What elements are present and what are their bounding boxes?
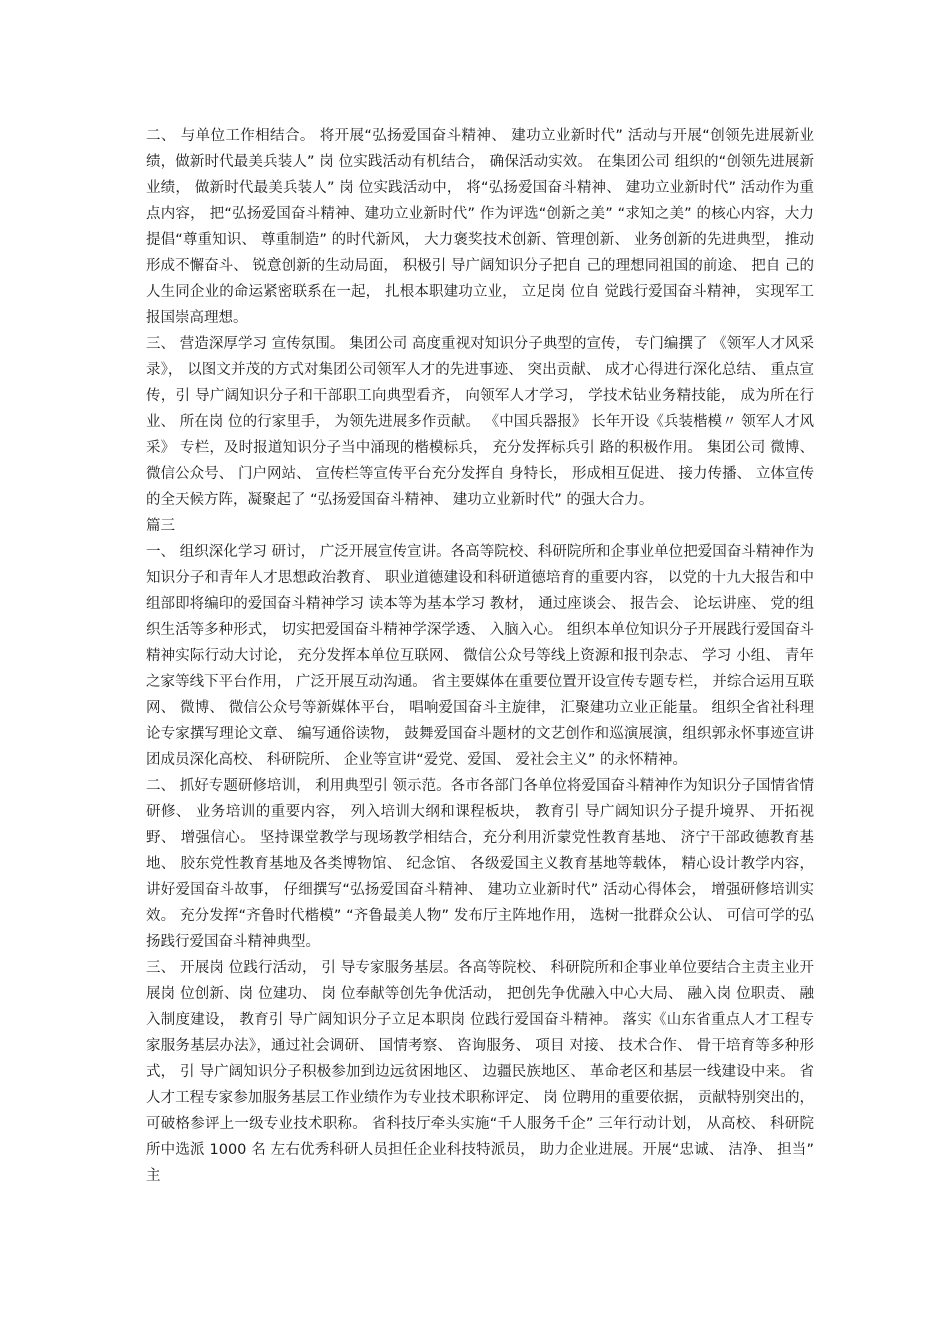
paragraph-special-training: 二、 抓好专题研修培训， 利用典型引 领示范。各市各部门各单位将爱国奋斗精神作为知识分子国情省情研修、 业务培训的重要内容， 列入培训大纲和课程板块， 教育引 导广阔知识分子提升境界、 开拓视野、 增强信心。 坚持课堂教学与现场教学相结合，充分利用沂蒙党性教育基地、 济宁干部政德教育基地、 胶东党性教育基地及各类博物馆、 纪念馆、 各级爱国主义教育基地等载体， 精心设计教学内容， 讲好爱国奋斗故事， 仔细撰写“弘扬爱国奋斗精神、 建功立业新时代” 活动心得体会， 增强研修培训实效。 充分发挥“齐鲁时代楷模” “齐鲁最美人物” 发布厅主阵地作用， 选树一批群众公认、 可信可学的弘扬践行爱国奋斗精神典型。 bbox=[146, 778, 814, 950]
document-body bbox=[146, 123, 814, 1189]
paragraph-work-integration: 二、 与单位工作相结合。 将开展“弘扬爱国奋斗精神、 建功立业新时代” 活动与开展“创领先进展新业绩，做新时代最美兵装人” 岗 位实践活动有机结合， 确保活动实效。 在集团公司 组织的“创领先进展新业绩， 做新时代最美兵装人” 岗 位实践活动中， 将“弘扬爱国奋斗精神、 建功立业新时代” 活动作为重点内容， 把“弘扬爱国奋斗精神、建功立业新时代” 作为评选“创新之美” “求知之美” 的核心内容，大力提倡“尊重知识、 尊重制造” 的时代新风， 大力褒奖技术创新、管理创新、 业务创新的先进典型， 推动形成不懈奋斗、 锐意创新的生动局面， 积极引 导广阔知识分子把自 己的理想同祖国的前途、 把自 己的人生同企业的命运紧密联系在一起， 扎根本职建功立业， 立足岗 位自 觉践行爱国奋斗精神， 实现军工报国崇高理想。 bbox=[146, 128, 814, 326]
section-heading-part-three: 篇三 bbox=[146, 518, 175, 534]
paragraph-post-practice: 三、 开展岗 位践行活动， 引 导专家服务基层。各高等院校、 科研院所和企事业单位要结合主责主业开展岗 位创新、岗 位建功、 岗 位奉献等创先争优活动， 把创先争优融入中心大局、 融入岗 位职责、 融入制度建设， 教育引 导广阔知识分子立足本职岗 位践行爱国奋斗精神。 落实《山东省重点人才工程专家服务基层办法》，通过社会调研、 国情考察、 咨询服务、 项目 对接、 技术合作、 骨干培育等多种形式， 引 导广阔知识分子积极参加到边远贫困地区、 边疆民族地区、 革命老区和基层一线建设中来。 省人才工程专家参加服务基层工作业绩作为专业技术职称评定、 岗 位聘用的重要依据， 贡献特别突出的， 可破格参评上一级专业技术职称。 省科技厅牵头实施“千人服务千企” 三年行动计划， 从高校、 科研院所中选派 1000 名 左右优秀科研人员担任企业科技特派员， 助力企业进展。开展“忠诚、 洁净、 担当” 主 bbox=[146, 960, 814, 1184]
paragraph-publicity-atmosphere: 三、 营造深厚学习 宣传氛围。 集团公司 高度重视对知识分子典型的宣传， 专门编撰了 《领军人才风采录》， 以图文并茂的方式对集团公司领军人才的先进事迹、 突出贡献、 成才心得进行深化总结、 重点宣传，引 导广阔知识分子和干部职工向典型看齐， 向领军人才学习， 学技术钻业务精技能， 成为所在行业、 所在岗 位的行家里手， 为领先进展多作贡献。 《中国兵器报》 长年开设《兵装楷模〃 领军人才风采》 专栏，及时报道知识分子当中涌现的楷模标兵， 充分发挥标兵引 路的积极作用。 集团公司 微博、 微信公众号、 门户网站、 宣传栏等宣传平台充分发挥自 身特长， 形成相互促进、 接力传播、 立体宣传的全天候方阵，凝聚起了 “弘扬爱国奋斗精神、 建功立业新时代” 的强大合力。 bbox=[146, 336, 814, 508]
paragraph-study-and-promotion: 一、 组织深化学习 研讨， 广泛开展宣传宣讲。各高等院校、科研院所和企事业单位把爱国奋斗精神作为知识分子和青年人才思想政治教育、 职业道德建设和科研道德培育的重要内容， 以党的十九大报告和中组部即将编印的爱国奋斗精神学习 读本等为基本学习 教材， 通过座谈会、 报告会、 论坛讲座、 党的组织生活等多种形式， 切实把爱国奋斗精神学深学透、 入脑入心。 组织本单位知识分子开展践行爱国奋斗精神实际行动大讨论， 充分发挥本单位互联网、 微信公众号等线上资源和报刊杂志、 学习 小组、 青年之家等线下平台作用， 广泛开展互动沟通。 省主要媒体在重要位置开设宣传专题专栏， 并综合运用互联网、 微博、 微信公众号等新媒体平台， 唱响爱国奋斗主旋律， 汇聚建功立业正能量。 组织全省社科理论专家撰写理论文章、 编写通俗读物， 鼓舞爱国奋斗题材的文艺创作和巡演展演，组织郭永怀事迹宣讲团成员深化高校、 科研院所、 企业等宣讲“爱党、爱国、 爱社会主义” 的永怀精神。 bbox=[146, 544, 814, 768]
